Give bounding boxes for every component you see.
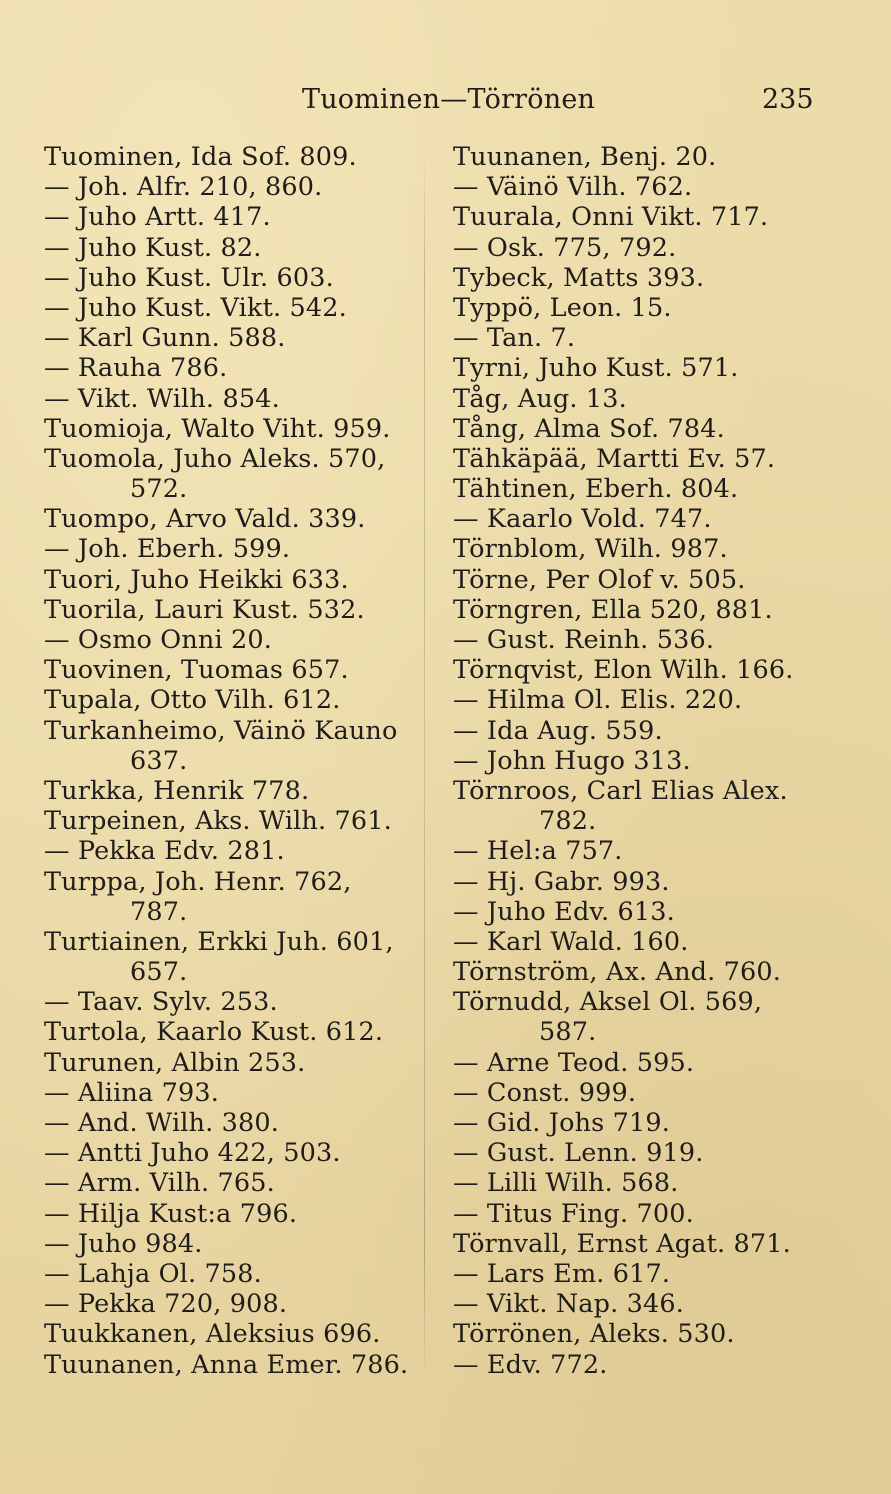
index-entry: Tupala, Otto Vilh. 612. — [44, 685, 341, 716]
index-entry: Turunen, Albin 253. — [44, 1047, 306, 1078]
column-divider — [424, 150, 425, 1382]
index-entry: — Gid. Johs 719. — [453, 1108, 671, 1138]
index-entry: Törrönen, Aleks. 530. — [453, 1319, 735, 1350]
index-entry: — Taav. Sylv. 253. — [44, 987, 278, 1018]
index-entry: — And. Wilh. 380. — [44, 1108, 280, 1138]
index-entry: — Pekka 720, 908. — [44, 1289, 288, 1320]
index-entry: Turkka, Henrik 778. — [44, 775, 310, 806]
running-title: Tuominen—Törrönen — [302, 84, 596, 115]
index-entry: Tybeck, Matts 393. — [453, 262, 705, 293]
index-entry: Tuunanen, Anna Emer. 786. — [44, 1349, 409, 1380]
left-column — [44, 142, 424, 1380]
index-entry: — Vikt. Nap. 346. — [453, 1289, 685, 1320]
index-entry: — Arne Teod. 595. — [453, 1047, 695, 1078]
index-entry: Törnudd, Aksel Ol. 569, — [453, 987, 763, 1018]
index-entry: — Tan. 7. — [453, 323, 576, 354]
index-entry: Törne, Per Olof v. 505. — [453, 564, 746, 595]
index-entry: Törnroos, Carl Elias Alex. — [453, 775, 788, 806]
index-entry: — Edv. 772. — [453, 1349, 608, 1380]
index-entry: — Arm. Vilh. 765. — [44, 1168, 275, 1199]
index-entry-continuation: 657. — [130, 957, 188, 988]
index-entry: Turppa, Joh. Henr. 762, — [44, 866, 352, 897]
index-entry: Törnblom, Wilh. 987. — [453, 534, 728, 565]
index-entry: Tuori, Juho Heikki 633. — [44, 564, 349, 595]
index-entry-continuation: 572. — [130, 474, 188, 505]
index-entry: Tuukkanen, Aleksius 696. — [44, 1319, 381, 1350]
index-entry: — Vikt. Wilh. 854. — [44, 383, 280, 414]
index-entry: Tuurala, Onni Vikt. 717. — [453, 202, 769, 233]
index-entry: — Hel:a 757. — [453, 836, 623, 867]
index-entry-continuation: 787. — [130, 896, 188, 927]
index-entry: — Juho Kust. Vikt. 542. — [44, 292, 347, 323]
index-entry: Tuorila, Lauri Kust. 532. — [44, 594, 365, 625]
index-entry: — Gust. Reinh. 536. — [453, 625, 715, 655]
index-entry: Törnqvist, Elon Wilh. 166. — [453, 655, 794, 686]
index-entry: — Gust. Lenn. 919. — [453, 1138, 704, 1169]
index-entry: Törnvall, Ernst Agat. 871. — [453, 1228, 791, 1259]
index-entry: Tång, Alma Sof. 784. — [453, 413, 725, 444]
index-entry: — Juho Kust. Ulr. 603. — [44, 262, 334, 293]
index-entry: — Karl Gunn. 588. — [44, 323, 286, 354]
index-entry: — Osmo Onni 20. — [44, 625, 273, 655]
index-entry: Tuovinen, Tuomas 657. — [44, 655, 349, 686]
index-entry: Turtiainen, Erkki Juh. 601, — [44, 926, 394, 957]
page-number: 235 — [762, 84, 814, 115]
index-entry: Tuomioja, Walto Viht. 959. — [44, 413, 391, 444]
index-entry-continuation: 587. — [539, 1017, 597, 1048]
right-column — [453, 142, 853, 1380]
index-entry: — Joh. Alfr. 210, 860. — [44, 172, 323, 203]
index-entry: — Joh. Eberh. 599. — [44, 534, 291, 565]
index-entry: Tuompo, Arvo Vald. 339. — [44, 504, 366, 535]
index-entry: — Hj. Gabr. 993. — [453, 866, 670, 897]
index-entry: — Lars Em. 617. — [453, 1258, 671, 1289]
index-entry: — Osk. 775, 792. — [453, 232, 677, 263]
index-entry: — Juho Edv. 613. — [453, 896, 675, 927]
index-entry: Tuominen, Ida Sof. 809. — [44, 142, 357, 172]
index-entry: — Juho Kust. 82. — [44, 232, 262, 263]
index-entry: — Hilma Ol. Elis. 220. — [453, 685, 743, 716]
index-entry: — Const. 999. — [453, 1077, 637, 1108]
index-entry: Tähtinen, Eberh. 804. — [453, 474, 739, 505]
index-entry: — Juho Artt. 417. — [44, 202, 271, 233]
index-entry: Typpö, Leon. 15. — [453, 292, 672, 323]
index-entry-continuation: 637. — [130, 745, 188, 776]
index-entry: — Titus Fing. 700. — [453, 1198, 694, 1229]
index-entry: Tåg, Aug. 13. — [453, 383, 627, 414]
index-entry: — Kaarlo Vold. 747. — [453, 504, 712, 535]
index-entry: — Juho 984. — [44, 1228, 203, 1259]
index-entry: Tyrni, Juho Kust. 571. — [453, 353, 739, 384]
index-entry-continuation: 782. — [539, 806, 597, 837]
index-entry: — Aliina 793. — [44, 1077, 219, 1108]
index-entry: — Antti Juho 422, 503. — [44, 1138, 341, 1169]
index-entry: — Väinö Vilh. 762. — [453, 172, 693, 203]
index-entry: Turtola, Kaarlo Kust. 612. — [44, 1017, 384, 1048]
index-entry: Törnström, Ax. And. 760. — [453, 957, 782, 988]
index-entry: — Rauha 786. — [44, 353, 228, 384]
index-entry: — Karl Wald. 160. — [453, 926, 689, 957]
index-entry: Tähkäpää, Martti Ev. 57. — [453, 443, 776, 474]
index-entry: Turpeinen, Aks. Wilh. 761. — [44, 806, 392, 837]
index-entry: Tuomola, Juho Aleks. 570, — [44, 443, 386, 474]
index-entry: — Lahja Ol. 758. — [44, 1258, 262, 1289]
index-entry: — Hilja Kust:a 796. — [44, 1198, 298, 1229]
index-entry: Tuunanen, Benj. 20. — [453, 142, 717, 172]
index-entry: — Ida Aug. 559. — [453, 715, 663, 746]
index-entry: — Lilli Wilh. 568. — [453, 1168, 679, 1199]
running-head — [0, 84, 891, 120]
index-entry: Turkanheimo, Väinö Kauno — [44, 715, 398, 746]
index-entry: Törngren, Ella 520, 881. — [453, 594, 773, 625]
index-entry: — Pekka Edv. 281. — [44, 836, 285, 867]
index-entry: — John Hugo 313. — [453, 745, 691, 776]
